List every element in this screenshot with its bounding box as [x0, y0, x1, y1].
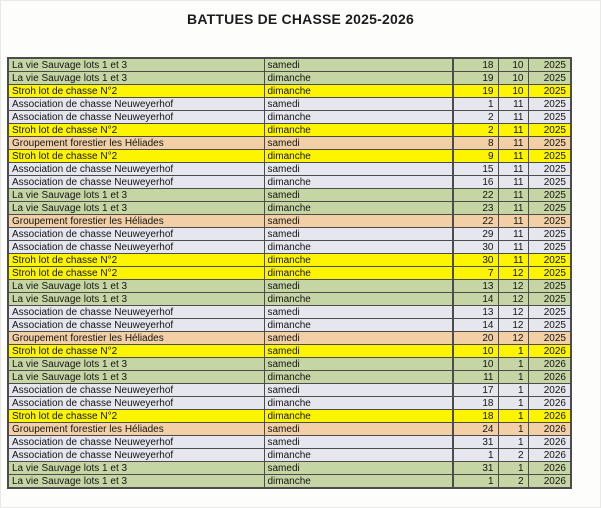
- cell-jour: samedi: [264, 137, 453, 150]
- cell-jour-numero: 13: [453, 306, 498, 319]
- cell-jour-numero: 29: [453, 228, 498, 241]
- cell-jour: dimanche: [264, 176, 453, 189]
- cell-jour: samedi: [264, 384, 453, 397]
- cell-organisation: La vie Sauvage lots 1 et 3: [8, 293, 264, 306]
- cell-jour: dimanche: [264, 397, 453, 410]
- cell-mois: 12: [498, 293, 528, 306]
- cell-mois: 10: [498, 58, 528, 72]
- table-row: [8, 98, 571, 111]
- cell-jour: samedi: [264, 58, 453, 72]
- cell-annee: 2026: [528, 462, 571, 475]
- cell-mois: 1: [498, 436, 528, 449]
- table-row: [8, 293, 571, 306]
- cell-annee: 2025: [528, 254, 571, 267]
- cell-jour: dimanche: [264, 267, 453, 280]
- cell-organisation: Groupement forestier les Héliades: [8, 423, 264, 436]
- table-row: [8, 254, 571, 267]
- cell-annee: 2025: [528, 241, 571, 254]
- cell-jour: dimanche: [264, 85, 453, 98]
- cell-jour-numero: 17: [453, 384, 498, 397]
- cell-organisation: Stroh lot de chasse N°2: [8, 150, 264, 163]
- cell-jour-numero: 16: [453, 176, 498, 189]
- table-row: [8, 423, 571, 436]
- cell-jour-numero: 30: [453, 254, 498, 267]
- cell-organisation: La vie Sauvage lots 1 et 3: [8, 280, 264, 293]
- table-row: [8, 241, 571, 254]
- cell-jour-numero: 1: [453, 475, 498, 489]
- cell-jour-numero: 1: [453, 98, 498, 111]
- table-row: [8, 306, 571, 319]
- cell-jour-numero: 9: [453, 150, 498, 163]
- cell-annee: 2025: [528, 267, 571, 280]
- cell-organisation: La vie Sauvage lots 1 et 3: [8, 58, 264, 72]
- cell-jour: dimanche: [264, 72, 453, 85]
- cell-jour-numero: 2: [453, 111, 498, 124]
- cell-jour: dimanche: [264, 475, 453, 489]
- cell-organisation: Groupement forestier les Héliades: [8, 137, 264, 150]
- cell-mois: 1: [498, 410, 528, 423]
- cell-organisation: Association de chasse Neuweyerhof: [8, 449, 264, 462]
- cell-organisation: Stroh lot de chasse N°2: [8, 267, 264, 280]
- table-row: [8, 475, 571, 489]
- cell-annee: 2026: [528, 449, 571, 462]
- cell-jour: samedi: [264, 215, 453, 228]
- cell-annee: 2025: [528, 215, 571, 228]
- cell-jour: samedi: [264, 228, 453, 241]
- cell-jour: samedi: [264, 423, 453, 436]
- cell-jour: dimanche: [264, 410, 453, 423]
- table-row: [8, 332, 571, 345]
- cell-organisation: La vie Sauvage lots 1 et 3: [8, 462, 264, 475]
- cell-annee: 2026: [528, 358, 571, 371]
- cell-jour-numero: 24: [453, 423, 498, 436]
- cell-organisation: Groupement forestier les Héliades: [8, 215, 264, 228]
- cell-mois: 1: [498, 345, 528, 358]
- cell-organisation: La vie Sauvage lots 1 et 3: [8, 358, 264, 371]
- table-row: [8, 163, 571, 176]
- cell-annee: 2025: [528, 293, 571, 306]
- cell-jour: dimanche: [264, 241, 453, 254]
- cell-jour: dimanche: [264, 319, 453, 332]
- table-row: [8, 449, 571, 462]
- table-row: [8, 410, 571, 423]
- cell-annee: 2026: [528, 410, 571, 423]
- cell-jour: dimanche: [264, 202, 453, 215]
- cell-organisation: Association de chasse Neuweyerhof: [8, 384, 264, 397]
- cell-mois: 11: [498, 202, 528, 215]
- cell-jour-numero: 14: [453, 319, 498, 332]
- cell-annee: 2026: [528, 345, 571, 358]
- cell-mois: 11: [498, 124, 528, 137]
- cell-mois: 11: [498, 111, 528, 124]
- table-row: [8, 319, 571, 332]
- cell-mois: 11: [498, 176, 528, 189]
- table-row: [8, 267, 571, 280]
- cell-jour: samedi: [264, 345, 453, 358]
- cell-annee: 2025: [528, 58, 571, 72]
- cell-organisation: Association de chasse Neuweyerhof: [8, 306, 264, 319]
- cell-annee: 2025: [528, 319, 571, 332]
- cell-jour: samedi: [264, 189, 453, 202]
- cell-annee: 2025: [528, 72, 571, 85]
- cell-mois: 10: [498, 85, 528, 98]
- table-row: [8, 189, 571, 202]
- cell-jour-numero: 18: [453, 58, 498, 72]
- cell-annee: 2025: [528, 228, 571, 241]
- cell-jour: samedi: [264, 358, 453, 371]
- table-row: [8, 384, 571, 397]
- cell-organisation: Association de chasse Neuweyerhof: [8, 241, 264, 254]
- cell-jour: samedi: [264, 280, 453, 293]
- cell-organisation: Stroh lot de chasse N°2: [8, 124, 264, 137]
- cell-mois: 1: [498, 358, 528, 371]
- cell-annee: 2025: [528, 176, 571, 189]
- cell-mois: 12: [498, 332, 528, 345]
- cell-annee: 2025: [528, 111, 571, 124]
- cell-organisation: Stroh lot de chasse N°2: [8, 254, 264, 267]
- table-row: [8, 124, 571, 137]
- cell-jour: dimanche: [264, 111, 453, 124]
- cell-jour-numero: 22: [453, 189, 498, 202]
- cell-jour-numero: 31: [453, 462, 498, 475]
- cell-annee: 2026: [528, 384, 571, 397]
- cell-organisation: La vie Sauvage lots 1 et 3: [8, 371, 264, 384]
- cell-annee: 2025: [528, 306, 571, 319]
- cell-mois: 10: [498, 72, 528, 85]
- table-row: [8, 176, 571, 189]
- cell-annee: 2025: [528, 98, 571, 111]
- cell-mois: 11: [498, 254, 528, 267]
- table-row: [8, 436, 571, 449]
- table-row: [8, 58, 571, 72]
- table-row: [8, 137, 571, 150]
- cell-jour-numero: 7: [453, 267, 498, 280]
- cell-organisation: Stroh lot de chasse N°2: [8, 410, 264, 423]
- battues-schedule-table: [7, 57, 572, 489]
- cell-jour: dimanche: [264, 449, 453, 462]
- cell-jour-numero: 18: [453, 410, 498, 423]
- cell-annee: 2025: [528, 189, 571, 202]
- cell-jour-numero: 19: [453, 72, 498, 85]
- table-row: [8, 215, 571, 228]
- cell-organisation: Association de chasse Neuweyerhof: [8, 111, 264, 124]
- cell-jour-numero: 30: [453, 241, 498, 254]
- cell-organisation: La vie Sauvage lots 1 et 3: [8, 475, 264, 489]
- cell-organisation: Association de chasse Neuweyerhof: [8, 436, 264, 449]
- table-row: [8, 72, 571, 85]
- cell-jour-numero: 1: [453, 449, 498, 462]
- cell-annee: 2025: [528, 202, 571, 215]
- cell-annee: 2025: [528, 124, 571, 137]
- table-row: [8, 280, 571, 293]
- cell-mois: 11: [498, 150, 528, 163]
- cell-mois: 11: [498, 163, 528, 176]
- cell-jour-numero: 19: [453, 85, 498, 98]
- cell-jour: dimanche: [264, 150, 453, 163]
- cell-organisation: Stroh lot de chasse N°2: [8, 345, 264, 358]
- cell-jour-numero: 10: [453, 358, 498, 371]
- cell-organisation: La vie Sauvage lots 1 et 3: [8, 202, 264, 215]
- cell-mois: 11: [498, 137, 528, 150]
- cell-jour-numero: 20: [453, 332, 498, 345]
- cell-mois: 1: [498, 371, 528, 384]
- cell-annee: 2025: [528, 150, 571, 163]
- cell-organisation: Association de chasse Neuweyerhof: [8, 163, 264, 176]
- cell-jour: dimanche: [264, 254, 453, 267]
- cell-annee: 2026: [528, 371, 571, 384]
- cell-mois: 11: [498, 189, 528, 202]
- cell-jour: dimanche: [264, 293, 453, 306]
- cell-jour-numero: 8: [453, 137, 498, 150]
- table-row: [8, 85, 571, 98]
- cell-organisation: Association de chasse Neuweyerhof: [8, 319, 264, 332]
- cell-mois: 2: [498, 449, 528, 462]
- table-row: [8, 202, 571, 215]
- cell-jour-numero: 11: [453, 371, 498, 384]
- cell-jour: samedi: [264, 462, 453, 475]
- cell-annee: 2026: [528, 423, 571, 436]
- page-title: BATTUES DE CHASSE 2025-2026: [187, 11, 414, 27]
- cell-mois: 11: [498, 98, 528, 111]
- cell-jour: samedi: [264, 163, 453, 176]
- cell-mois: 11: [498, 228, 528, 241]
- cell-mois: 12: [498, 267, 528, 280]
- table-row: [8, 345, 571, 358]
- table-row: [8, 228, 571, 241]
- cell-organisation: Groupement forestier les Héliades: [8, 332, 264, 345]
- cell-jour: samedi: [264, 332, 453, 345]
- cell-jour: dimanche: [264, 124, 453, 137]
- cell-mois: 1: [498, 462, 528, 475]
- cell-annee: 2025: [528, 85, 571, 98]
- cell-jour-numero: 2: [453, 124, 498, 137]
- cell-jour-numero: 31: [453, 436, 498, 449]
- cell-mois: 11: [498, 215, 528, 228]
- cell-jour-numero: 10: [453, 345, 498, 358]
- cell-mois: 1: [498, 384, 528, 397]
- cell-organisation: Association de chasse Neuweyerhof: [8, 397, 264, 410]
- cell-jour-numero: 18: [453, 397, 498, 410]
- cell-annee: 2025: [528, 332, 571, 345]
- cell-mois: 12: [498, 280, 528, 293]
- table-row: [8, 111, 571, 124]
- cell-mois: 2: [498, 475, 528, 489]
- cell-organisation: Association de chasse Neuweyerhof: [8, 228, 264, 241]
- cell-jour: samedi: [264, 306, 453, 319]
- cell-organisation: Stroh lot de chasse N°2: [8, 85, 264, 98]
- cell-jour-numero: 14: [453, 293, 498, 306]
- cell-mois: 1: [498, 397, 528, 410]
- cell-annee: 2026: [528, 475, 571, 489]
- cell-annee: 2025: [528, 163, 571, 176]
- cell-jour: dimanche: [264, 371, 453, 384]
- cell-jour-numero: 15: [453, 163, 498, 176]
- table-row: [8, 358, 571, 371]
- cell-jour: samedi: [264, 98, 453, 111]
- cell-jour-numero: 23: [453, 202, 498, 215]
- table-row: [8, 371, 571, 384]
- cell-annee: 2025: [528, 137, 571, 150]
- table-row: [8, 462, 571, 475]
- cell-annee: 2026: [528, 397, 571, 410]
- cell-mois: 1: [498, 423, 528, 436]
- cell-jour-numero: 13: [453, 280, 498, 293]
- cell-organisation: Association de chasse Neuweyerhof: [8, 98, 264, 111]
- cell-mois: 11: [498, 241, 528, 254]
- cell-annee: 2026: [528, 436, 571, 449]
- table-row: [8, 150, 571, 163]
- cell-jour: samedi: [264, 436, 453, 449]
- cell-organisation: La vie Sauvage lots 1 et 3: [8, 72, 264, 85]
- cell-mois: 12: [498, 319, 528, 332]
- cell-annee: 2025: [528, 280, 571, 293]
- table-row: [8, 397, 571, 410]
- cell-organisation: Association de chasse Neuweyerhof: [8, 176, 264, 189]
- cell-organisation: La vie Sauvage lots 1 et 3: [8, 189, 264, 202]
- cell-mois: 12: [498, 306, 528, 319]
- cell-jour-numero: 22: [453, 215, 498, 228]
